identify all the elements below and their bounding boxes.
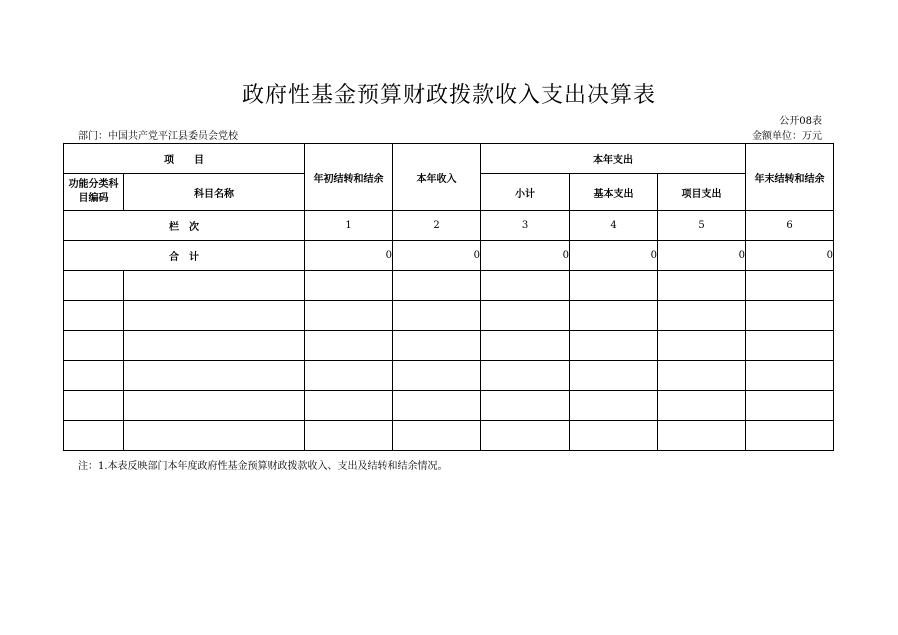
- table-row: [64, 421, 834, 451]
- header-income: 本年收入: [393, 144, 481, 211]
- table-cell: [64, 421, 124, 451]
- table-cell: [658, 391, 746, 421]
- total-value: 0: [570, 241, 658, 271]
- table-cell: [570, 301, 658, 331]
- header-basic: 基本支出: [570, 174, 658, 211]
- column-number: 3: [481, 211, 570, 241]
- header-expense: 本年支出: [481, 144, 746, 174]
- table-cell: [393, 331, 481, 361]
- table-cell: [64, 331, 124, 361]
- table-cell: [305, 421, 393, 451]
- table-cell: [393, 361, 481, 391]
- header-item: 项 目: [64, 144, 305, 174]
- header-func-code: 功能分类科目编码: [64, 174, 124, 211]
- page-title: 政府性基金预算财政拨款收入支出决算表: [241, 83, 656, 108]
- table-cell: [570, 421, 658, 451]
- column-number: 4: [570, 211, 658, 241]
- table-cell: [305, 301, 393, 331]
- total-row: [64, 241, 834, 271]
- column-number: 1: [305, 211, 393, 241]
- header-project: 项目支出: [658, 174, 746, 211]
- table-cell: [570, 331, 658, 361]
- table-row: [64, 271, 834, 301]
- table-cell: [64, 301, 124, 331]
- table-cell: [64, 271, 124, 301]
- table-cell: [746, 331, 834, 361]
- table-row: [64, 331, 834, 361]
- total-value: 0: [481, 241, 570, 271]
- table-row: [64, 391, 834, 421]
- table-cell: [481, 301, 570, 331]
- table-cell: [305, 331, 393, 361]
- table-cell: [124, 301, 305, 331]
- header-row-1: [64, 144, 834, 174]
- column-number-row: [64, 211, 834, 241]
- table-cell: [393, 301, 481, 331]
- table-cell: [481, 331, 570, 361]
- table-cell: [481, 421, 570, 451]
- total-value: 0: [393, 241, 481, 271]
- column-label: 栏 次: [64, 211, 305, 241]
- table-cell: [305, 271, 393, 301]
- table-cell: [658, 361, 746, 391]
- table-cell: [124, 271, 305, 301]
- table-cell: [570, 271, 658, 301]
- table-cell: [124, 361, 305, 391]
- total-value: 0: [305, 241, 393, 271]
- table-cell: [393, 391, 481, 421]
- table-row: [64, 301, 834, 331]
- table-cell: [746, 421, 834, 451]
- table-cell: [481, 361, 570, 391]
- column-number: 6: [746, 211, 834, 241]
- table-cell: [658, 421, 746, 451]
- header-begin-balance: 年初结转和结余: [305, 144, 393, 211]
- column-number: 2: [393, 211, 481, 241]
- table-cell: [481, 391, 570, 421]
- form-code: 公开08表: [779, 116, 822, 127]
- table-cell: [305, 391, 393, 421]
- table-cell: [570, 391, 658, 421]
- table-cell: [570, 361, 658, 391]
- table-cell: [658, 271, 746, 301]
- table-cell: [124, 331, 305, 361]
- table-cell: [393, 421, 481, 451]
- department-label: 部门：中国共产党平江县委员会党校: [78, 131, 238, 142]
- table-cell: [746, 301, 834, 331]
- header-subtotal: 小计: [481, 174, 570, 211]
- table-cell: [64, 391, 124, 421]
- table-cell: [124, 421, 305, 451]
- column-number: 5: [658, 211, 746, 241]
- table-cell: [305, 361, 393, 391]
- total-value: 0: [658, 241, 746, 271]
- table-cell: [393, 271, 481, 301]
- table-cell: [658, 331, 746, 361]
- table-cell: [481, 271, 570, 301]
- table-cell: [746, 361, 834, 391]
- header-end-balance: 年末结转和结余: [746, 144, 834, 211]
- table-cell: [64, 361, 124, 391]
- total-value: 0: [746, 241, 834, 271]
- table-cell: [124, 391, 305, 421]
- header-subject-name: 科目名称: [124, 174, 305, 211]
- table-row: [64, 361, 834, 391]
- table-cell: [658, 301, 746, 331]
- table-cell: [746, 391, 834, 421]
- footnote: 注：1.本表反映部门本年度政府性基金预算财政拨款收入、支出及结转和结余情况。: [78, 461, 448, 472]
- unit-label: 金额单位：万元: [752, 131, 822, 142]
- table-cell: [746, 271, 834, 301]
- budget-table: [63, 143, 834, 451]
- total-label: 合 计: [64, 241, 305, 271]
